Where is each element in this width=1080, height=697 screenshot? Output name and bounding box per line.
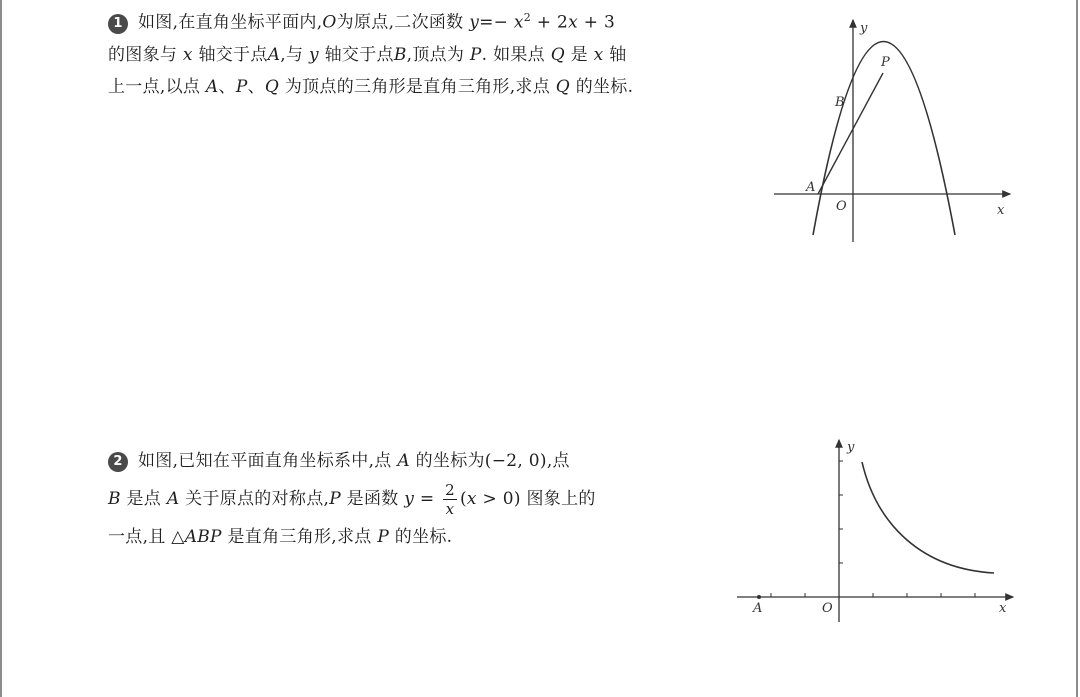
problem-2-line-1: 2 如图,已知在平面直角坐标系中,点 A 的坐标为(−2, 0),点 [108, 442, 728, 480]
label-A: A [753, 601, 763, 616]
fraction-2-over-x: $\frac{2}{x}$ [445, 481, 455, 518]
label-B: B [835, 95, 845, 110]
left-border [0, 0, 2, 697]
label-O: O [836, 199, 847, 214]
segment-AP [818, 73, 883, 194]
label-x: x [999, 601, 1007, 616]
label-y: y [847, 440, 855, 455]
problem-1-line-2: 的图象与 x 轴交于点A,与 y 轴交于点B,顶点为 P. 如果点 Q 是 x 轴 [108, 44, 627, 65]
figure-2-hyperbola [735, 436, 1020, 626]
problem-2 [108, 442, 728, 556]
problem-2-number: 2 [108, 452, 128, 472]
problem-1-line-1: 1 如图,在直角坐标平面内,O为原点,二次函数 $y=- x^2 + 2x + 3$ [108, 2, 768, 39]
problem-2-line-3: 一点,且 △ABP 是直角三角形,求点 P 的坐标. [108, 527, 453, 547]
hyperbola-curve [862, 462, 994, 573]
problem-2-line-2: B 是点 A 关于原点的对称点,P 是函数 y = $\frac{2}{x}$ (x > 0) 图象上的 [108, 481, 596, 518]
point-A [757, 595, 761, 599]
label-P: P [881, 55, 890, 70]
label-y: y [860, 21, 868, 36]
label-O: O [822, 601, 833, 616]
parabola-curve [813, 42, 955, 236]
problem-1-line-3: 上一点,以点 A、P、Q 为顶点的三角形是直角三角形,求点 Q 的坐标. [108, 76, 634, 97]
problem-1-number: 1 [108, 14, 128, 34]
label-A: A [806, 180, 816, 195]
problem-1 [108, 2, 768, 103]
label-x: x [997, 203, 1005, 218]
right-border [1076, 0, 1078, 697]
figure-1-parabola [770, 14, 1020, 244]
